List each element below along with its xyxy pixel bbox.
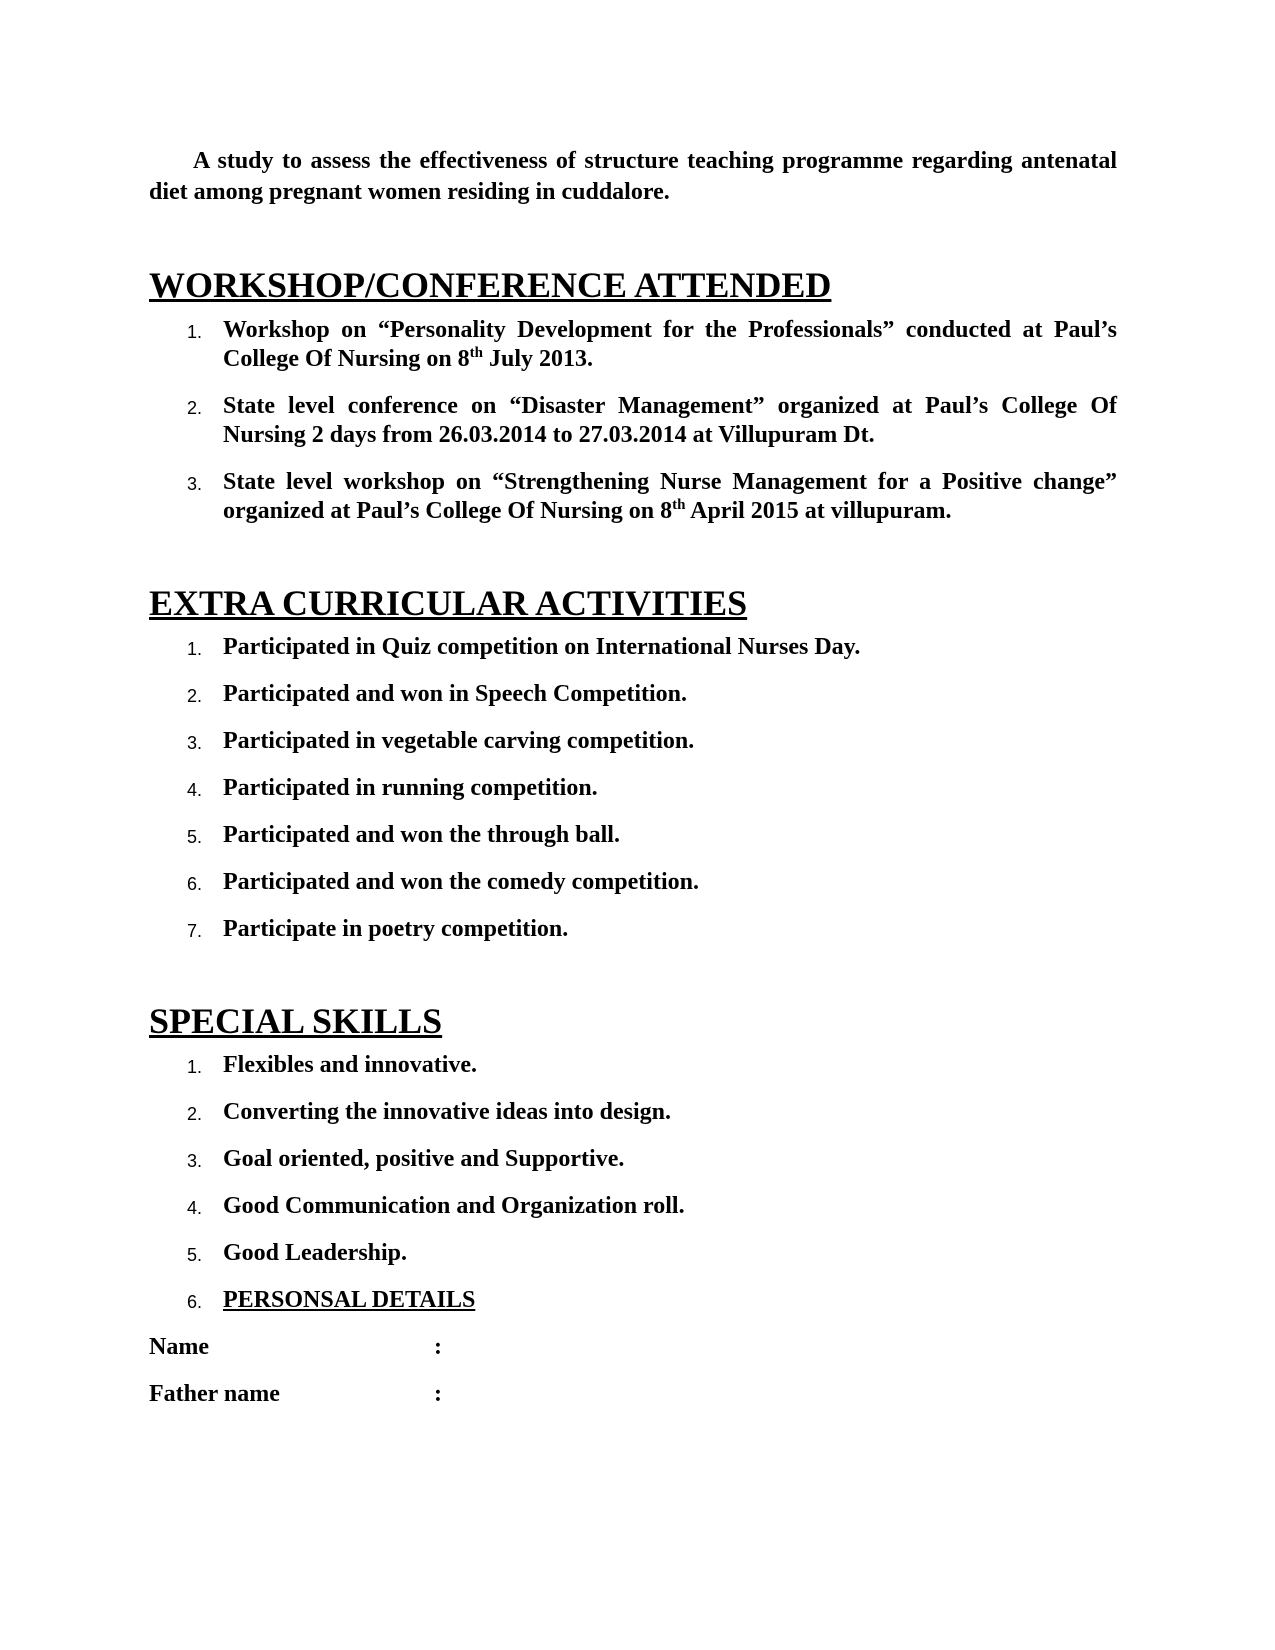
name-separator: : (434, 1334, 442, 1360)
list-item: 1. Participated in Quiz competition on International Nurses Day. (149, 633, 1117, 662)
extra-curricular-list (149, 633, 1117, 944)
list-number: 2. (187, 686, 203, 706)
list-number: 4. (187, 1198, 203, 1218)
workshop-heading: WORKSHOP/CONFERENCE ATTENDED (149, 265, 832, 305)
list-item: 4. Participated in running competition. (149, 774, 1117, 803)
list-item: 3. Participated in vegetable carving competition. (149, 727, 1117, 756)
list-number: 3. (187, 474, 203, 494)
special-skills-heading: SPECIAL SKILLS (149, 1001, 443, 1041)
extra-curricular-heading: EXTRA CURRICULAR ACTIVITIES (149, 583, 748, 623)
name-label: Name (149, 1334, 209, 1360)
special-skills-list (149, 1051, 1117, 1315)
list-item: 3. Goal oriented, positive and Supportive. (149, 1145, 1117, 1174)
list-number: 7. (187, 921, 203, 941)
list-item: 2. Participated and won in Speech Competition. (149, 680, 1117, 709)
resume-page (149, 146, 1117, 1409)
list-number: 3. (187, 1151, 203, 1171)
personal-details-heading: PERSONSAL DETAILS (223, 1287, 476, 1313)
list-item: 4. Good Communication and Organization roll. (149, 1192, 1117, 1221)
list-number: 2. (187, 1104, 203, 1124)
list-item: 5. Participated and won the through ball. (149, 821, 1117, 850)
list-item: 2. State level conference on “Disaster Management” organized at Paul’s College Of Nursing 2 days from 26.03.2014 to 27.03.2014 at Villupuram Dt. (187, 393, 1117, 448)
father-name-label: Father name (149, 1381, 280, 1407)
list-number: 5. (187, 1245, 203, 1265)
list-number: 1. (187, 639, 203, 659)
list-item: 3. State level workshop on “Strengthening Nurse Management for a Positive change” organized at Paul’s College Of Nursing on 8th April 2015 at villupuram. (187, 469, 1117, 524)
list-item (149, 1286, 1117, 1315)
list-number: 1. (187, 322, 203, 342)
father-name-separator: : (434, 1381, 442, 1407)
list-item: 5. Good Leadership. (149, 1239, 1117, 1268)
workshop-list (149, 316, 1117, 526)
project-description: A study to assess the effectiveness of structure teaching programme regarding antenatal diet among pregnant women residing in cuddalore. (149, 148, 1117, 205)
list-item: 1. Workshop on “Personality Development for the Professionals” conducted at Paul’s College Of Nursing on 8th July 2013. (187, 317, 1117, 372)
list-number: 3. (187, 733, 203, 753)
list-number: 2. (187, 398, 203, 418)
list-item: 7. Participate in poetry competition. (149, 915, 1117, 944)
list-number: 4. (187, 780, 203, 800)
list-number: 6. (187, 1292, 203, 1312)
personal-name-row (149, 1332, 1117, 1362)
list-number: 6. (187, 874, 203, 894)
list-number: 5. (187, 827, 203, 847)
personal-father-name-row (149, 1379, 1117, 1409)
list-item: 1. Flexibles and innovative. (149, 1051, 1117, 1080)
list-item: 6. Participated and won the comedy competition. (149, 868, 1117, 897)
list-number: 1. (187, 1057, 203, 1077)
list-item: 2. Converting the innovative ideas into design. (149, 1098, 1117, 1127)
